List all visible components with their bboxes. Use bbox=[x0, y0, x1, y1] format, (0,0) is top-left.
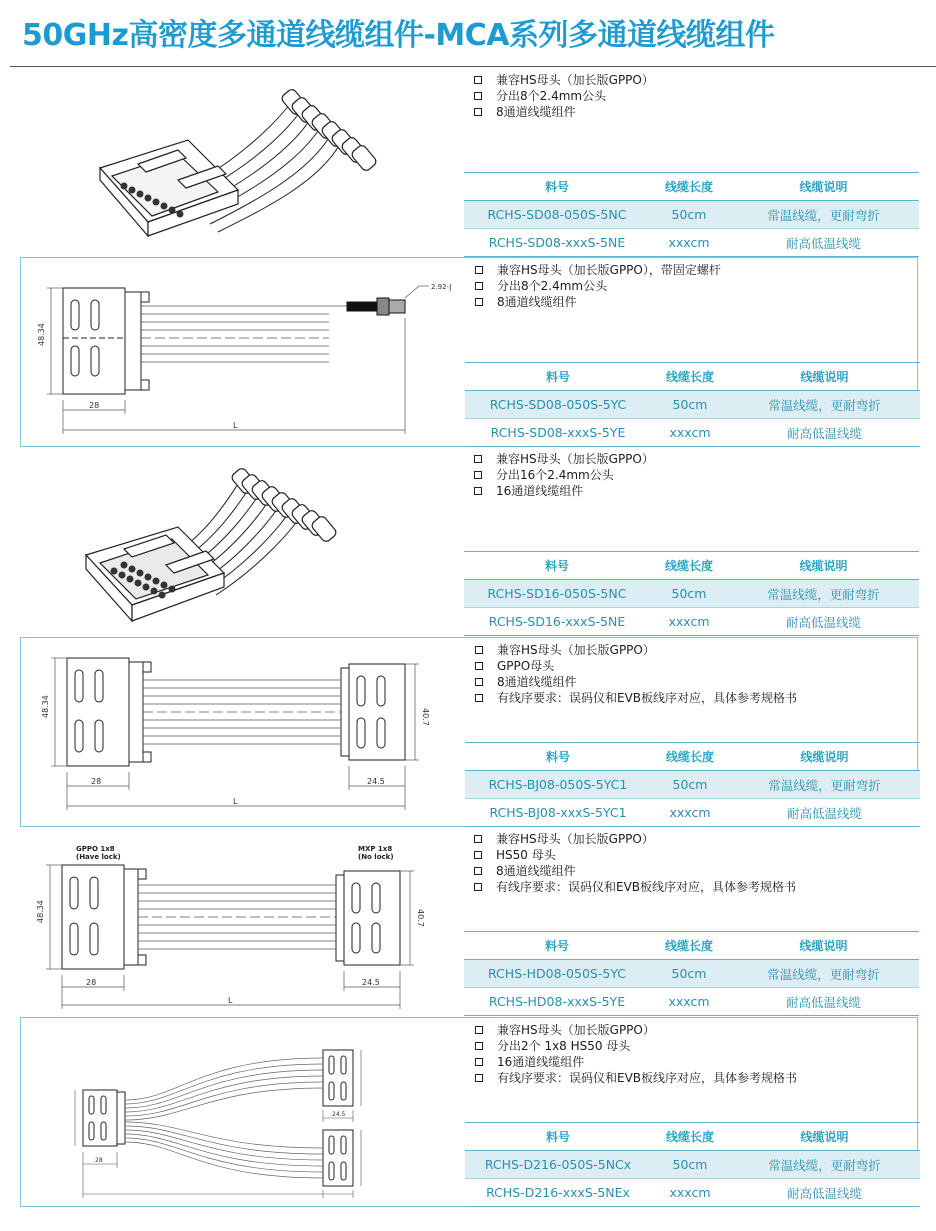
table-row bbox=[465, 799, 920, 827]
part-number-cell: RCHS-BJ08-xxxS-5YC1 bbox=[465, 799, 651, 827]
product-section-sd16-5nc bbox=[20, 447, 918, 637]
part-number-cell: RCHS-SD16-xxxS-5NE bbox=[464, 608, 650, 636]
header-part-number: 料号 bbox=[465, 1123, 651, 1151]
spec-table bbox=[464, 931, 919, 1016]
cable-description-cell: 常温线缆，更耐弯折 bbox=[729, 391, 920, 419]
product-section-d216 bbox=[20, 1017, 918, 1207]
product-section-sd08-5yc bbox=[20, 257, 918, 447]
header-cable-description: 线缆说明 bbox=[728, 932, 919, 960]
feature-item: 有线序要求：误码仪和EVB板线序对应，具体参考规格书 bbox=[473, 1070, 797, 1086]
part-number-cell: RCHS-BJ08-050S-5YC1 bbox=[465, 771, 651, 799]
feature-item: 16通道线缆组件 bbox=[472, 483, 654, 499]
header-cable-description: 线缆说明 bbox=[729, 1123, 920, 1151]
dimension-width-label: 28 bbox=[86, 978, 97, 987]
table-row bbox=[464, 988, 919, 1016]
checkbox-bullet-icon bbox=[475, 678, 483, 686]
product-section-bj08 bbox=[20, 637, 918, 827]
feature-item: 分出8个2.4mm公头 bbox=[472, 88, 654, 104]
cable-description-cell: 常温线缆，更耐弯折 bbox=[728, 201, 919, 229]
table-row bbox=[464, 960, 919, 988]
checkbox-bullet-icon bbox=[474, 455, 482, 463]
cable-length-cell: xxxcm bbox=[650, 608, 728, 636]
feature-item: GPPO母头 bbox=[473, 658, 797, 674]
dimension-width-label: 28 bbox=[89, 401, 100, 410]
checkbox-bullet-icon bbox=[475, 1026, 483, 1034]
connector-right-sublabel: (No lock) bbox=[358, 853, 394, 861]
feature-item: 16通道线缆组件 bbox=[473, 1054, 797, 1070]
checkbox-bullet-icon bbox=[475, 1074, 483, 1082]
dimension-length-label: L bbox=[233, 421, 238, 430]
checkbox-bullet-icon bbox=[475, 266, 483, 274]
table-row bbox=[464, 201, 919, 229]
cable-length-cell: 50cm bbox=[651, 771, 729, 799]
feature-item: 8通道线缆组件 bbox=[472, 104, 654, 120]
header-part-number: 料号 bbox=[465, 743, 651, 771]
cable-length-cell: 50cm bbox=[650, 960, 728, 988]
dimension-height-label: 48.34 bbox=[41, 695, 50, 718]
checkbox-bullet-icon bbox=[474, 867, 482, 875]
part-number-cell: RCHS-HD08-xxxS-5YE bbox=[464, 988, 650, 1016]
connector-left-label: GPPO 1x8 bbox=[76, 845, 115, 853]
feature-item: 兼容HS母头（加长版GPPO），带固定螺杆 bbox=[473, 262, 721, 278]
part-number-cell: RCHS-SD08-xxxS-5NE bbox=[464, 229, 650, 257]
header-part-number: 料号 bbox=[465, 363, 651, 391]
technical-drawing-hs-to-2x-hs50 bbox=[29, 1022, 461, 1202]
feature-item: 分出16个2.4mm公头 bbox=[472, 467, 654, 483]
header-cable-length: 线缆长度 bbox=[650, 173, 728, 201]
dimension-height-right-label: 40.7 bbox=[421, 708, 430, 726]
dimension-length-label: L bbox=[233, 797, 238, 806]
table-row bbox=[465, 391, 920, 419]
part-number-cell: RCHS-D216-050S-5NCx bbox=[465, 1151, 651, 1179]
checkbox-bullet-icon bbox=[474, 92, 482, 100]
feature-list bbox=[472, 451, 654, 499]
table-header-row bbox=[465, 743, 920, 771]
feature-list bbox=[473, 1022, 797, 1086]
cable-length-cell: xxxcm bbox=[651, 419, 729, 447]
part-number-cell: RCHS-SD08-xxxS-5YE bbox=[465, 419, 651, 447]
dimension-height-right-label: 40.7 bbox=[416, 909, 425, 927]
product-section-hd08 bbox=[20, 827, 918, 1017]
spec-table bbox=[464, 551, 919, 636]
checkbox-bullet-icon bbox=[475, 646, 483, 654]
title-divider bbox=[10, 66, 936, 67]
header-cable-description: 线缆说明 bbox=[729, 743, 920, 771]
cable-length-cell: xxxcm bbox=[651, 1179, 729, 1207]
checkbox-bullet-icon bbox=[475, 298, 483, 306]
cable-description-cell: 常温线缆，更耐弯折 bbox=[729, 1151, 920, 1179]
spec-table bbox=[465, 362, 920, 447]
feature-item: 8通道线缆组件 bbox=[473, 674, 797, 690]
product-image-16ch-isometric bbox=[28, 451, 460, 631]
feature-item: 兼容HS母头（加长版GPPO） bbox=[473, 1022, 797, 1038]
header-cable-description: 线缆说明 bbox=[729, 363, 920, 391]
feature-list bbox=[473, 642, 797, 706]
header-part-number: 料号 bbox=[464, 552, 650, 580]
part-number-cell: RCHS-SD08-050S-5YC bbox=[465, 391, 651, 419]
cable-description-cell: 常温线缆，更耐弯折 bbox=[728, 960, 919, 988]
checkbox-bullet-icon bbox=[475, 282, 483, 290]
checkbox-bullet-icon bbox=[474, 471, 482, 479]
table-row bbox=[465, 1151, 920, 1179]
header-part-number: 料号 bbox=[464, 932, 650, 960]
checkbox-bullet-icon bbox=[474, 851, 482, 859]
cable-description-cell: 常温线缆，更耐弯折 bbox=[728, 580, 919, 608]
product-image-8ch-isometric bbox=[28, 72, 460, 252]
checkbox-bullet-icon bbox=[475, 694, 483, 702]
dimension-length-label: L bbox=[228, 996, 233, 1005]
table-header-row bbox=[465, 1123, 920, 1151]
dimension-height-label: 48.34 bbox=[36, 900, 45, 923]
dimension-width-right-label: 24.5 bbox=[362, 978, 380, 987]
connector-left-sublabel: (Have lock) bbox=[76, 853, 121, 861]
checkbox-bullet-icon bbox=[474, 883, 482, 891]
checkbox-bullet-icon bbox=[474, 835, 482, 843]
feature-item: 8通道线缆组件 bbox=[473, 294, 721, 310]
spec-table bbox=[464, 172, 919, 257]
checkbox-bullet-icon bbox=[475, 1042, 483, 1050]
feature-item: 兼容HS母头（加长版GPPO） bbox=[472, 72, 654, 88]
part-number-cell: RCHS-SD16-050S-5NC bbox=[464, 580, 650, 608]
feature-item: 兼容HS母头（加长版GPPO） bbox=[473, 642, 797, 658]
header-cable-length: 线缆长度 bbox=[650, 932, 728, 960]
header-cable-length: 线缆长度 bbox=[650, 552, 728, 580]
cable-length-cell: 50cm bbox=[650, 580, 728, 608]
feature-list bbox=[472, 72, 654, 120]
feature-item: 兼容HS母头（加长版GPPO） bbox=[472, 831, 796, 847]
table-header-row bbox=[464, 552, 919, 580]
dimension-width-label: 28 bbox=[91, 777, 102, 786]
dimension-width-right-label: 24.5 bbox=[367, 777, 385, 786]
cable-description-cell: 耐高低温线缆 bbox=[729, 799, 920, 827]
part-number-cell: RCHS-D216-xxxS-5NEx bbox=[465, 1179, 651, 1207]
header-cable-length: 线缆长度 bbox=[651, 363, 729, 391]
table-row bbox=[464, 608, 919, 636]
spec-table bbox=[465, 742, 920, 827]
table-header-row bbox=[465, 363, 920, 391]
connector-right-label: MXP 1x8 bbox=[358, 845, 393, 853]
table-header-row bbox=[464, 932, 919, 960]
technical-drawing-8ch-2.4mm bbox=[29, 262, 461, 442]
technical-drawing-hs-to-hs50 bbox=[28, 831, 460, 1011]
table-row bbox=[464, 229, 919, 257]
checkbox-bullet-icon bbox=[474, 108, 482, 116]
product-section-sd08-5nc bbox=[20, 68, 918, 258]
cable-description-cell: 耐高低温线缆 bbox=[728, 608, 919, 636]
header-cable-length: 线缆长度 bbox=[651, 1123, 729, 1151]
spec-table bbox=[465, 1122, 920, 1207]
header-cable-description: 线缆说明 bbox=[728, 552, 919, 580]
cable-description-cell: 耐高低温线缆 bbox=[728, 229, 919, 257]
feature-item: 兼容HS母头（加长版GPPO） bbox=[472, 451, 654, 467]
cable-length-cell: xxxcm bbox=[651, 799, 729, 827]
cable-length-cell: 50cm bbox=[650, 201, 728, 229]
cable-length-cell: xxxcm bbox=[650, 229, 728, 257]
table-row bbox=[465, 419, 920, 447]
checkbox-bullet-icon bbox=[475, 1058, 483, 1066]
table-row bbox=[465, 771, 920, 799]
cable-description-cell: 耐高低温线缆 bbox=[728, 988, 919, 1016]
cable-length-cell: 50cm bbox=[651, 391, 729, 419]
part-number-cell: RCHS-SD08-050S-5NC bbox=[464, 201, 650, 229]
checkbox-bullet-icon bbox=[474, 487, 482, 495]
feature-list bbox=[473, 262, 721, 310]
cable-length-cell: 50cm bbox=[651, 1151, 729, 1179]
part-number-cell: RCHS-HD08-050S-5YC bbox=[464, 960, 650, 988]
checkbox-bullet-icon bbox=[475, 662, 483, 670]
table-row bbox=[465, 1179, 920, 1207]
technical-drawing-hs-to-gppo bbox=[29, 642, 461, 822]
feature-item: 有线序要求：误码仪和EVB板线序对应，具体参考规格书 bbox=[473, 690, 797, 706]
cable-description-cell: 耐高低温线缆 bbox=[729, 1179, 920, 1207]
cable-description-cell: 耐高低温线缆 bbox=[729, 419, 920, 447]
dimension-height-label: 48.34 bbox=[37, 323, 46, 346]
feature-item: HS50 母头 bbox=[472, 847, 796, 863]
page-title: 50GHz高密度多通道线缆组件-MCA系列多通道线缆组件 bbox=[22, 18, 775, 53]
checkbox-bullet-icon bbox=[474, 76, 482, 84]
table-header-row bbox=[464, 173, 919, 201]
header-part-number: 料号 bbox=[464, 173, 650, 201]
feature-item: 有线序要求：误码仪和EVB板线序对应，具体参考规格书 bbox=[472, 879, 796, 895]
header-cable-description: 线缆说明 bbox=[728, 173, 919, 201]
dimension-width-label: 28 bbox=[95, 1157, 103, 1164]
feature-list bbox=[472, 831, 796, 895]
cable-description-cell: 常温线缆，更耐弯折 bbox=[729, 771, 920, 799]
cable-length-cell: xxxcm bbox=[650, 988, 728, 1016]
feature-item: 8通道线缆组件 bbox=[472, 863, 796, 879]
feature-item: 分出8个2.4mm公头 bbox=[473, 278, 721, 294]
feature-item: 分出2个 1x8 HS50 母头 bbox=[473, 1038, 797, 1054]
header-cable-length: 线缆长度 bbox=[651, 743, 729, 771]
dimension-width-right-label: 24.5 bbox=[332, 1111, 346, 1118]
table-row bbox=[464, 580, 919, 608]
callout-label: 2.92-J bbox=[431, 283, 452, 291]
